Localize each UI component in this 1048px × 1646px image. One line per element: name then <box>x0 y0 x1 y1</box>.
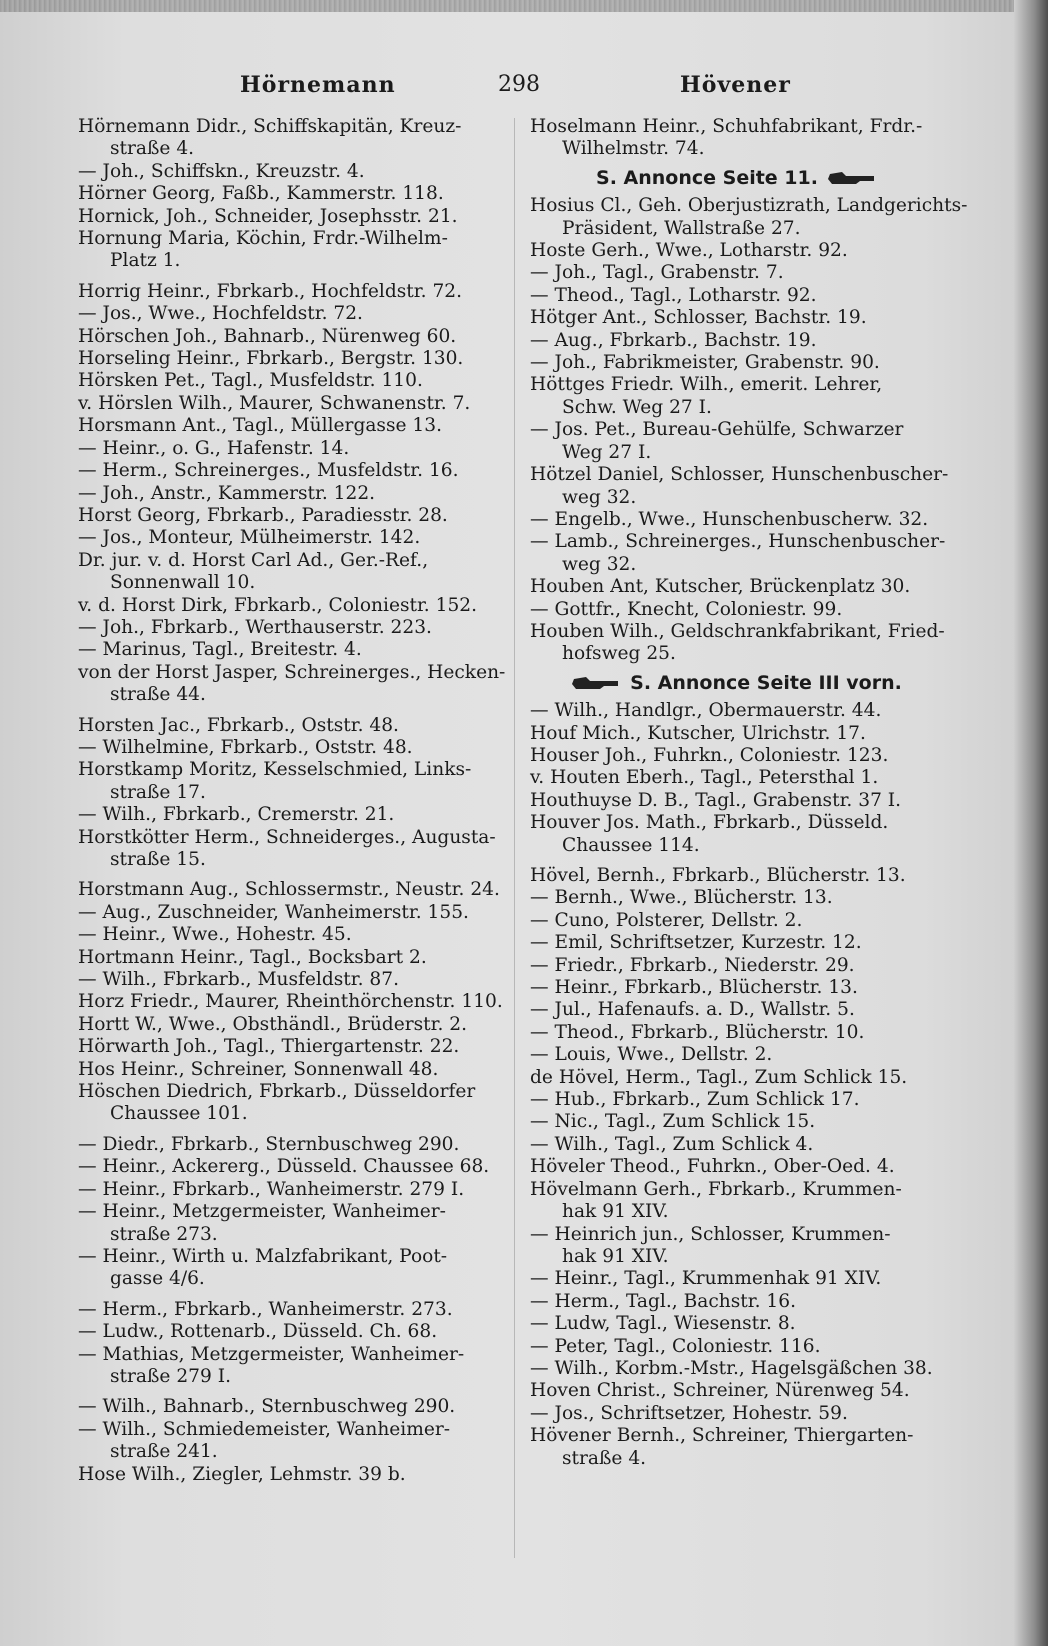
directory-entry: — Heinr., Tagl., Krummenhak 91 XIV. <box>530 1268 882 1290</box>
directory-entry: Houben Ant, Kutscher, Brückenplatz 30. <box>530 576 911 598</box>
header-left-keyword: Hörnemann <box>240 72 396 98</box>
directory-entry: — Emil, Schriftsetzer, Kurzestr. 12. <box>530 932 862 954</box>
directory-entry: Hötzel Daniel, Schlosser, Hunschenbuscher- <box>530 464 949 486</box>
directory-entry: Hövener Bernh., Schreiner, Thiergarten- <box>530 1425 914 1447</box>
directory-entry: — Jos., Wwe., Hochfeldstr. 72. <box>78 303 363 325</box>
directory-entry: — Hub., Fbrkarb., Zum Schlick 17. <box>530 1089 860 1111</box>
directory-entry: — Nic., Tagl., Zum Schlick 15. <box>530 1111 816 1133</box>
directory-entry: Hörnemann Didr., Schiffskapitän, Kreuz- <box>78 116 462 137</box>
directory-entry: — Bernh., Wwe., Blücherstr. 13. <box>530 887 833 909</box>
notice-text: S. Annonce Seite 11. <box>596 166 818 189</box>
directory-entry: Horz Friedr., Maurer, Rheinthörchenstr. 110. <box>78 991 503 1013</box>
directory-entry: — Herm., Fbrkarb., Wanheimerstr. 273. <box>78 1298 453 1320</box>
directory-entry: Horstkötter Herm., Schneiderges., Augusta- <box>78 826 496 848</box>
directory-entry: — Herm., Tagl., Bachstr. 16. <box>530 1290 796 1312</box>
directory-entry: Hornung Maria, Köchin, Frdr.-Wilhelm- <box>78 228 448 250</box>
directory-entry: — Theod., Tagl., Lotharstr. 92. <box>530 284 817 306</box>
advertisement-notice <box>530 167 942 189</box>
directory-entry: — Jos., Schriftsetzer, Hohestr. 59. <box>530 1402 848 1424</box>
directory-entry: Horseling Heinr., Fbrkarb., Bergstr. 130. <box>78 348 464 370</box>
directory-entry: Hövelmann Gerh., Fbrkarb., Krummen- <box>530 1178 902 1200</box>
entry-continuation: Wilhelmstr. 74. <box>562 138 705 160</box>
entry-continuation: straße 17. <box>110 781 206 803</box>
header-right-keyword: Hövener <box>680 72 791 98</box>
directory-entry: — Joh., Anstr., Kammerstr. 122. <box>78 482 376 504</box>
directory-entry: — Heinrich jun., Schlosser, Krummen- <box>530 1223 891 1245</box>
directory-entry: — Joh., Tagl., Grabenstr. 7. <box>530 262 784 284</box>
page-top-edge <box>0 0 1048 12</box>
pointing-hand-icon <box>570 674 620 692</box>
directory-entry: — Theod., Fbrkarb., Blücherstr. 10. <box>530 1021 865 1043</box>
entry-continuation: weg 32. <box>562 553 637 575</box>
directory-entry: — Heinr., Wwe., Hohestr. 45. <box>78 924 352 946</box>
page-header <box>70 72 970 102</box>
directory-entry: — Diedr., Fbrkarb., Sternbuschweg 290. <box>78 1133 460 1155</box>
entry-continuation: Weg 27 I. <box>562 441 652 463</box>
entry-continuation: straße 44. <box>110 684 206 706</box>
entry-continuation: hak 91 XIV. <box>562 1245 669 1267</box>
entry-continuation: straße 15. <box>110 849 206 870</box>
directory-entry: Hörner Georg, Faßb., Kammerstr. 118. <box>78 183 444 205</box>
directory-entry: — Heinr., Ackererg., Düsseld. Chaussee 68. <box>78 1156 490 1178</box>
directory-entry: Hose Wilh., Ziegler, Lehmstr. 39 b. <box>78 1463 406 1485</box>
directory-entry: — Lamb., Schreinerges., Hunschenbuscher- <box>530 531 946 553</box>
directory-entry: Horsmann Ant., Tagl., Müllergasse 13. <box>78 415 443 437</box>
directory-entry: — Jos. Pet., Bureau-Gehülfe, Schwarzer <box>530 419 904 441</box>
directory-entry: — Wilh., Handlgr., Obermauerstr. 44. <box>530 700 882 722</box>
directory-entry: Höttges Friedr. Wilh., emerit. Lehrer, <box>530 374 883 396</box>
entry-continuation: straße 4. <box>110 138 195 160</box>
directory-entry: — Cuno, Polsterer, Dellstr. 2. <box>530 909 803 931</box>
directory-entry: — Joh., Schiffskn., Kreuzstr. 4. <box>78 160 365 182</box>
directory-entry: — Marinus, Tagl., Breitestr. 4. <box>78 639 362 661</box>
entry-continuation: gasse 4/6. <box>110 1268 205 1290</box>
entry-continuation: Platz 1. <box>110 250 181 272</box>
directory-entry: Horstkamp Moritz, Kesselschmied, Links- <box>78 759 472 781</box>
directory-entry: — Aug., Zuschneider, Wanheimerstr. 155. <box>78 901 469 923</box>
page-binding-edge <box>1014 0 1048 1646</box>
directory-entry: — Heinr., Fbrkarb., Blücherstr. 13. <box>530 977 858 999</box>
directory-entry: — Wilh., Fbrkarb., Musfeldstr. 87. <box>78 969 399 991</box>
entry-continuation: straße 4. <box>562 1447 647 1469</box>
entry-continuation: Sonnenwall 10. <box>110 572 256 594</box>
directory-entry: — Gottfr., Knecht, Coloniestr. 99. <box>530 598 843 620</box>
directory-entry: Houben Wilh., Geldschrankfabrikant, Fried- <box>530 620 945 642</box>
directory-entry: — Ludw, Tagl., Wiesenstr. 8. <box>530 1313 796 1335</box>
directory-entry: Horrig Heinr., Fbrkarb., Hochfeldstr. 72. <box>78 280 463 302</box>
directory-entry: — Wilh., Fbrkarb., Cremerstr. 21. <box>78 804 395 826</box>
directory-entry: v. d. Horst Dirk, Fbrkarb., Coloniestr. 152. <box>78 594 478 616</box>
directory-entry: Horst Georg, Fbrkarb., Paradiesstr. 28. <box>78 504 448 526</box>
directory-entry: de Hövel, Herm., Tagl., Zum Schlick 15. <box>530 1066 908 1088</box>
directory-entry: — Friedr., Fbrkarb., Niederstr. 29. <box>530 954 855 976</box>
entry-continuation: weg 32. <box>562 486 637 508</box>
directory-entry: — Aug., Fbrkarb., Bachstr. 19. <box>530 329 817 351</box>
directory-entry: — Heinr., o. G., Hafenstr. 14. <box>78 437 350 459</box>
directory-entry: v. Houten Eberh., Tagl., Petersthal 1. <box>530 767 879 789</box>
directory-entry: Horsten Jac., Fbrkarb., Oststr. 48. <box>78 714 399 736</box>
directory-entry: Houser Joh., Fuhrkn., Coloniestr. 123. <box>530 744 889 766</box>
directory-entry: — Ludw., Rottenarb., Düsseld. Ch. 68. <box>78 1321 438 1343</box>
directory-entry: Hortt W., Wwe., Obsthändl., Brüderstr. 2. <box>78 1013 468 1035</box>
directory-entry: Hörwarth Joh., Tagl., Thiergartenstr. 22. <box>78 1036 460 1058</box>
notice-text: S. Annonce Seite III vorn. <box>630 671 902 694</box>
directory-entry: Hos Heinr., Schreiner, Sonnenwall 48. <box>78 1058 439 1080</box>
advertisement-notice <box>530 672 942 694</box>
entry-continuation: Präsident, Wallstraße 27. <box>562 217 801 239</box>
directory-entry: — Wilh., Schmiedemeister, Wanheimer- <box>78 1418 451 1440</box>
directory-entry: Hortmann Heinr., Tagl., Bocksbart 2. <box>78 946 427 968</box>
directory-entry: Hosius Cl., Geh. Oberjustizrath, Landgerichts- <box>530 195 968 217</box>
right-column <box>530 116 968 1470</box>
directory-entry: — Mathias, Metzgermeister, Wanheimer- <box>78 1343 465 1365</box>
directory-entry: Hörsken Pet., Tagl., Musfeldstr. 110. <box>78 370 423 392</box>
entry-continuation: straße 273. <box>110 1223 218 1245</box>
left-column <box>78 116 510 1486</box>
directory-entry: Horstmann Aug., Schlossermstr., Neustr. 24. <box>78 879 500 901</box>
entry-continuation: Chaussee 114. <box>562 834 700 856</box>
directory-entry: Hoven Christ., Schreiner, Nürenweg 54. <box>530 1380 910 1402</box>
directory-entry: Houver Jos. Math., Fbrkarb., Düsseld. <box>530 812 889 834</box>
directory-entry: — Wilh., Tagl., Zum Schlick 4. <box>530 1133 814 1155</box>
page-number: 298 <box>498 72 540 97</box>
directory-entry: — Heinr., Wirth u. Malzfabrikant, Poot- <box>78 1245 448 1267</box>
directory-entry: — Joh., Fabrikmeister, Grabenstr. 90. <box>530 352 880 374</box>
directory-entry: — Wilh., Bahnarb., Sternbuschweg 290. <box>78 1396 456 1418</box>
entry-continuation: straße 279 I. <box>110 1365 231 1387</box>
directory-entry: Houf Mich., Kutscher, Ulrichstr. 17. <box>530 722 866 744</box>
directory-entry: Hörschen Joh., Bahnarb., Nürenweg 60. <box>78 325 457 347</box>
directory-entry: — Herm., Schreinerges., Musfeldstr. 16. <box>78 460 459 482</box>
directory-entry: — Engelb., Wwe., Hunschenbuscherw. 32. <box>530 508 929 530</box>
directory-entry: von der Horst Jasper, Schreinerges., Hecken- <box>78 661 506 683</box>
entry-continuation: Schw. Weg 27 I. <box>562 396 712 418</box>
pointing-hand-icon <box>826 169 876 187</box>
directory-entry: Hötger Ant., Schlosser, Bachstr. 19. <box>530 307 867 329</box>
directory-entry: Hoste Gerh., Wwe., Lotharstr. 92. <box>530 240 848 262</box>
directory-entry: Hövel, Bernh., Fbrkarb., Blücherstr. 13. <box>530 865 906 886</box>
directory-entry: — Wilhelmine, Fbrkarb., Oststr. 48. <box>78 736 413 758</box>
directory-entry: — Wilh., Korbm.-Mstr., Hagelsgäßchen 38. <box>530 1357 933 1379</box>
directory-entry: v. Hörslen Wilh., Maurer, Schwanenstr. 7. <box>78 392 471 414</box>
entry-continuation: hofsweg 25. <box>562 643 676 665</box>
directory-entry: Hornick, Joh., Schneider, Josephsstr. 21. <box>78 205 458 227</box>
entry-continuation: straße 241. <box>110 1441 218 1463</box>
directory-entry: — Heinr., Fbrkarb., Wanheimerstr. 279 I. <box>78 1178 465 1200</box>
entry-continuation: Chaussee 101. <box>110 1103 248 1125</box>
directory-entry: Höveler Theod., Fuhrkn., Ober-Oed. 4. <box>530 1156 895 1178</box>
directory-entry: — Louis, Wwe., Dellstr. 2. <box>530 1044 773 1066</box>
directory-entry: Höschen Diedrich, Fbrkarb., Düsseldorfer <box>78 1081 476 1103</box>
directory-entry: — Jul., Hafenaufs. a. D., Wallstr. 5. <box>530 999 855 1021</box>
directory-entry: — Peter, Tagl., Coloniestr. 116. <box>530 1335 821 1357</box>
column-divider <box>514 118 515 1558</box>
directory-entry: — Heinr., Metzgermeister, Wanheimer- <box>78 1201 446 1223</box>
directory-entry: Dr. jur. v. d. Horst Carl Ad., Ger.-Ref., <box>78 549 429 571</box>
directory-entry: — Jos., Monteur, Mülheimerstr. 142. <box>78 527 421 549</box>
directory-entry: Hoselmann Heinr., Schuhfabrikant, Frdr.- <box>530 116 923 137</box>
directory-entry: Houthuyse D. B., Tagl., Grabenstr. 37 I. <box>530 789 902 811</box>
directory-entry: — Joh., Fbrkarb., Werthauserstr. 223. <box>78 616 432 638</box>
entry-continuation: hak 91 XIV. <box>562 1201 669 1223</box>
